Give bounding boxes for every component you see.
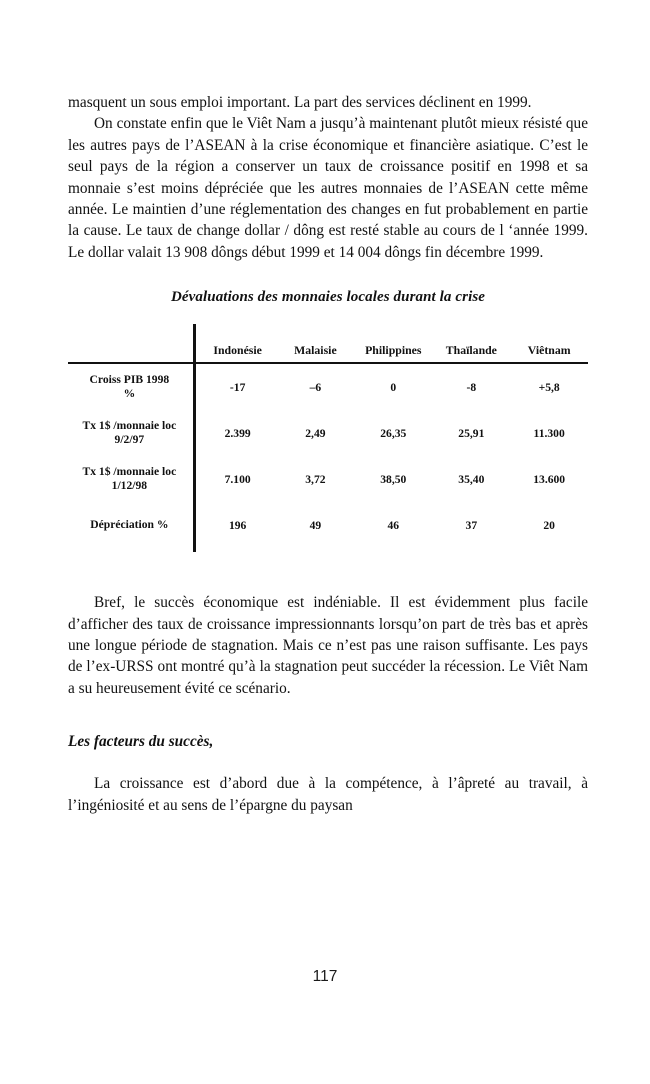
table-caption: Dévaluations des monnaies locales durant la crise bbox=[170, 289, 486, 306]
cell-value: 196 bbox=[228, 518, 247, 532]
table-corner-cell bbox=[68, 324, 199, 362]
row-label-line2: 1/12/98 bbox=[111, 479, 148, 493]
paragraph-croissance-competence: La croissance est d’abord due à la compétence, à l’âpreté au travail, à l’ingéniosité et au sens de l’épargne du paysan bbox=[68, 775, 588, 814]
paragraph-asean-comparison: On constate enfin que le Viêt Nam a jusqu’à maintenant plutôt mieux résisté que les autres pays de l’ASEAN à la crise économique et financière asiatique. C’est le seul pays de la région a conserver un taux de croissance positif en 1998 et sa monnaie s’est moins dépréciée que les autres monnaies de l’ASEAN cette même année. Le maintien d’une réglementation des changes en fut probablement en partie la cause. Le taux de change dollar / dông est resté stable au cours de l ‘année 1999. Le dollar valait 13 908 dôngs début 1999 et 14 004 dôngs fin décembre 1999. bbox=[68, 115, 588, 261]
spacer-after-table bbox=[68, 548, 588, 592]
section-heading: Les facteurs du succès, bbox=[68, 733, 214, 751]
column-header-thailande: Thaïlande bbox=[445, 343, 497, 358]
table-row bbox=[68, 410, 588, 456]
devaluation-table-wrap bbox=[68, 324, 588, 548]
cell-value: 37 bbox=[465, 518, 478, 532]
column-header-malaisie: Malaisie bbox=[294, 343, 337, 358]
cell-value: -8 bbox=[466, 380, 477, 394]
table-row bbox=[68, 456, 588, 502]
row-label-croiss-pib bbox=[68, 363, 199, 410]
spacer-after-heading bbox=[68, 751, 588, 773]
cell-value: 0 bbox=[390, 380, 397, 394]
row-label-line1: Croiss PIB 1998 bbox=[89, 372, 170, 386]
column-header-vietnam: Viêtnam bbox=[527, 343, 571, 358]
spacer-before-table bbox=[68, 263, 588, 289]
column-header-philippines: Philippines bbox=[365, 343, 422, 358]
row-label-line2: 9/2/97 bbox=[114, 433, 145, 447]
cell-value: -17 bbox=[229, 380, 246, 394]
row-label-tx-9-2-97 bbox=[68, 410, 199, 456]
paragraph-bref-success: Bref, le succès économique est indéniable. Il est évidemment plus facile d’afficher des taux de croissance impressionnants lorsqu’on part de très bas et après une longue période de stagnation. Mais ce n’est pas une raison suffisante. Les pays de l’ex-URSS ont montré qu’à la stagnation peut succéder la récession. Le Viêt Nam a su heureusement évité ce scénario. bbox=[68, 594, 588, 697]
cell-value: 20 bbox=[543, 518, 555, 532]
cell-value: 25,91 bbox=[458, 426, 485, 440]
column-header-indonesie: Indonésie bbox=[213, 343, 262, 358]
cell-value: 2.399 bbox=[224, 426, 251, 440]
cell-value: 49 bbox=[309, 518, 322, 532]
table-row bbox=[68, 363, 588, 410]
cell-value: 3,72 bbox=[305, 472, 326, 486]
cell-value: 46 bbox=[387, 518, 400, 532]
row-label-line1: Dépréciation % bbox=[90, 518, 169, 531]
page-number: 117 bbox=[312, 968, 338, 985]
table-header-row bbox=[68, 324, 588, 362]
page-content bbox=[68, 92, 588, 816]
cell-value: +5,8 bbox=[538, 380, 560, 394]
row-label-line2: % bbox=[123, 387, 136, 401]
table-vertical-rule bbox=[193, 324, 196, 552]
cell-value: 2,49 bbox=[305, 426, 326, 440]
row-label-depreciation bbox=[68, 502, 199, 548]
table-row bbox=[68, 502, 588, 548]
cell-value: 38,50 bbox=[380, 472, 407, 486]
cell-value: 7.100 bbox=[224, 472, 251, 486]
row-label-line1: Tx 1$ /monnaie loc bbox=[82, 418, 177, 432]
row-label-tx-1-12-98 bbox=[68, 456, 199, 502]
cell-value: –6 bbox=[309, 380, 322, 394]
paragraph-intro-continuation: masquent un sous emploi important. La part des services déclinent en 1999. bbox=[68, 94, 532, 111]
row-label-line1: Tx 1$ /monnaie loc bbox=[82, 464, 177, 478]
cell-value: 11.300 bbox=[533, 426, 565, 440]
cell-value: 35,40 bbox=[458, 472, 485, 486]
cell-value: 26,35 bbox=[380, 426, 407, 440]
cell-value: 13.600 bbox=[533, 472, 566, 486]
devaluation-table bbox=[68, 324, 588, 548]
spacer-before-heading bbox=[68, 699, 588, 733]
